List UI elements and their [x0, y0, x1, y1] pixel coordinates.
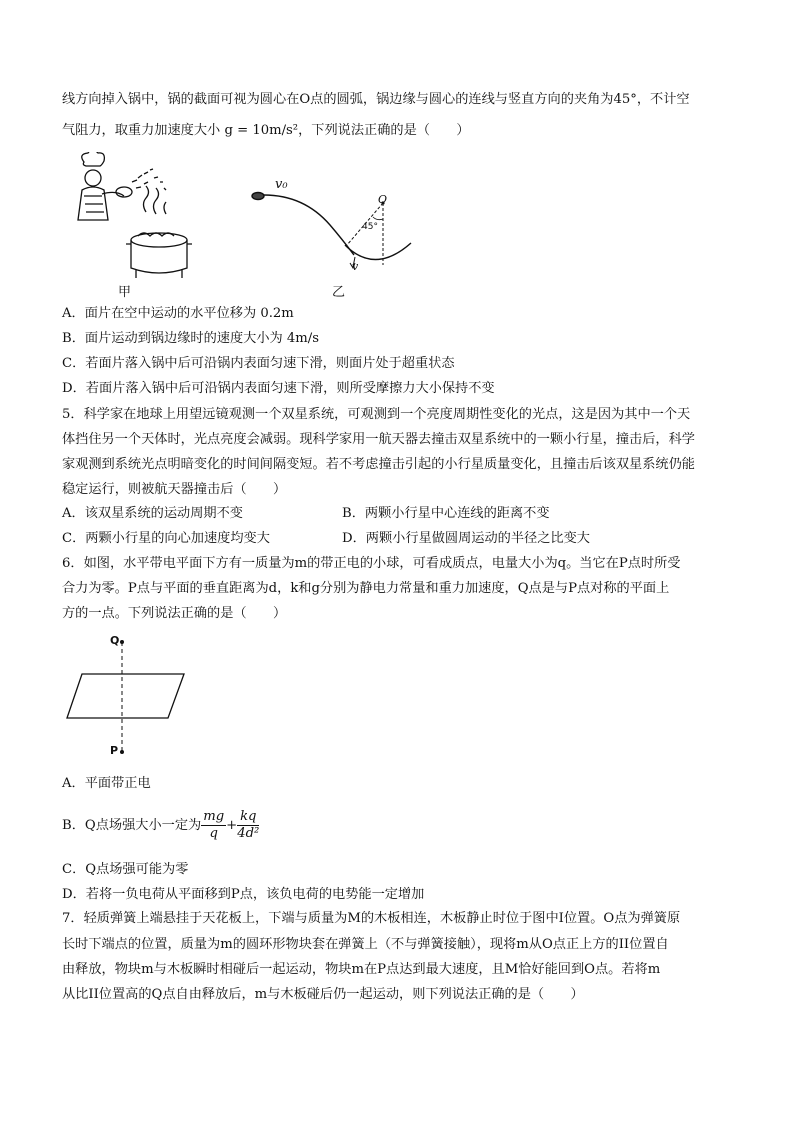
- q5-stem-line-2: 体挡住另一个天体时，光点亮度会减弱。现科学家用一航天器去撞击双星系统中的一颗小行星，撞击后，科学: [62, 432, 695, 447]
- v0-label: v₀: [275, 177, 288, 192]
- q5-option-c: C．两颗小行星的向心加速度均变大: [62, 531, 270, 546]
- q-point-label: Q: [110, 634, 120, 647]
- figure-label-jia: 甲: [118, 285, 132, 300]
- fraction-mg-over-q: [201, 809, 226, 842]
- q6-option-b: [62, 806, 259, 846]
- frac1-numerator: mg: [203, 809, 225, 824]
- q5-option-d: D．两颗小行星做圆周运动的半径之比变大: [342, 531, 590, 546]
- frac1-denominator: q: [209, 826, 218, 841]
- chef-pot-illustration: [66, 152, 196, 282]
- q6-stem-line-3: 方的一点。下列说法正确的是（ ）: [62, 606, 287, 621]
- q6-option-d: D．若将一负电荷从平面移到P点，该负电荷的电势能一定增加: [62, 887, 425, 902]
- q4-stem-line-1: 线方向掉入锅中，锅的截面可视为圆心在O点的圆弧，锅边缘与圆心的连线与竖直方向的夹角为45°，不计空: [62, 92, 690, 107]
- q6-option-a: A．平面带正电: [62, 776, 151, 791]
- q7-stem-line-2: 长时下端点的位置，质量为m的圆环形物块套在弹簧上（不与弹簧接触），现将m从O点正上方的II位置自: [62, 937, 669, 952]
- q4-option-d: D．若面片落入锅中后可沿锅内表面匀速下滑，则所受摩擦力大小保持不变: [62, 381, 495, 396]
- o-label: O: [378, 193, 388, 206]
- charged-plane-diagram: [62, 632, 192, 762]
- angle-45-label: 45°: [362, 222, 378, 232]
- q4-stem-line-2: 气阻力，取重力加速度大小 g = 10m/s²，下列说法正确的是（ ）: [62, 123, 470, 138]
- q7-stem-line-4: 从比II位置高的Q点自由释放后，m与木板碰后仍一起运动，则下列说法正确的是（ ）: [62, 987, 584, 1002]
- fraction-kq-over-4d2: [237, 809, 259, 842]
- figure-label-yi: 乙: [332, 285, 346, 300]
- q4-option-c: C．若面片落入锅中后可沿锅内表面匀速下滑，则面片处于超重状态: [62, 356, 455, 371]
- q4-option-a: A．面片在空中运动的水平位移为 0.2m: [62, 306, 294, 321]
- p-point-label: P: [110, 744, 119, 757]
- frac2-denominator: 4d²: [237, 826, 260, 841]
- trajectory-arc-diagram: [245, 175, 420, 280]
- v-label: v: [352, 260, 359, 273]
- q5-option-b: B．两颗小行星中心连线的距离不变: [342, 506, 550, 521]
- q4-option-b: B．面片运动到锅边缘时的速度大小为 4m/s: [62, 331, 319, 346]
- q5-stem-line-1: 5．科学家在地球上用望远镜观测一个双星系统，可观测到一个亮度周期性变化的光点，这是因为其中一个天: [62, 407, 691, 422]
- q6-option-b-prefix: B．Q点场强大小一定为: [62, 818, 202, 833]
- q5-stem-line-4: 稳定运行，则被航天器撞击后（ ）: [62, 482, 287, 497]
- q6-stem-line-2: 合力为零。P点与平面的垂直距离为d，k和g分别为静电力常量和重力加速度，Q点是与P点对称的平面上: [62, 581, 670, 596]
- q6-option-c: C．Q点场强可能为零: [62, 862, 189, 877]
- frac2-numerator: kq: [237, 809, 259, 826]
- q7-stem-line-3: 由释放，物块m与木板瞬时相碰后一起运动，物块m在P点达到最大速度，且M恰好能回到O点。若将m: [62, 962, 661, 977]
- q6-stem-line-1: 6．如图，水平带电平面下方有一质量为m的带正电的小球，可看成质点，电量大小为q。当它在P点时所受: [62, 556, 681, 571]
- q5-stem-line-3: 家观测到系统光点明暗变化的时间间隔变短。若不考虑撞击引起的小行星质量变化，且撞击后该双星系统仍能: [62, 457, 695, 472]
- q5-option-a: A．该双星系统的运动周期不变: [62, 506, 243, 521]
- plus-sign: +: [226, 818, 238, 833]
- q7-stem-line-1: 7．轻质弹簧上端悬挂于天花板上，下端与质量为M的木板相连，木板静止时位于图中I位置。O点为弹簧原: [62, 911, 681, 926]
